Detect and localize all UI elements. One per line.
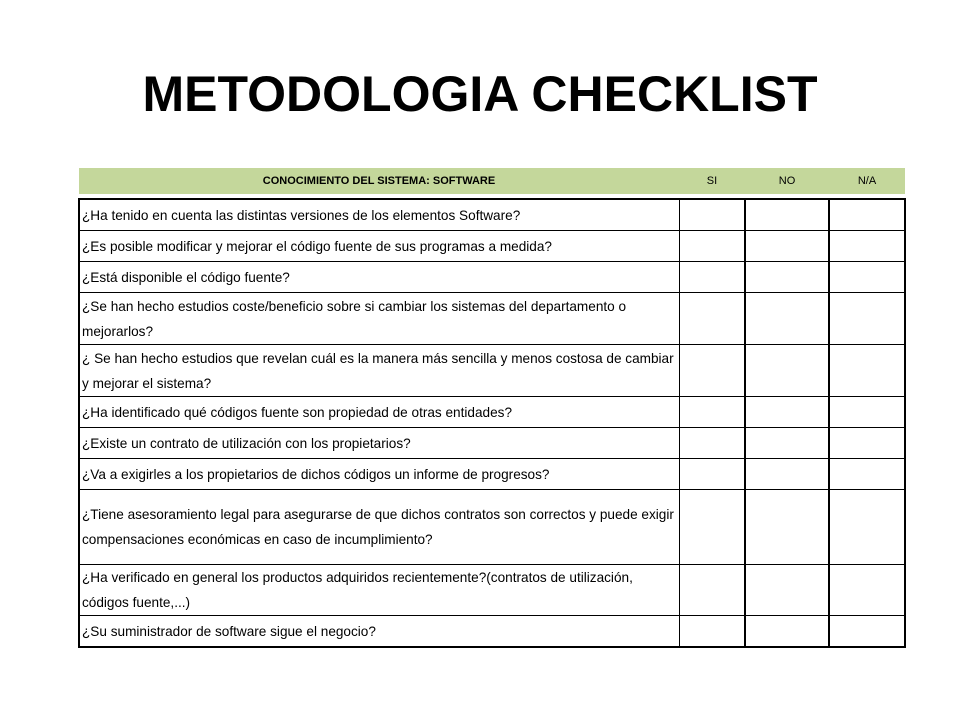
no-checkbox-cell[interactable] xyxy=(745,345,829,397)
question-cell: ¿Se han hecho estudios coste/beneficio sobre si cambiar los sistemas del departamento o mejorarlos? xyxy=(79,293,679,345)
na-checkbox-cell[interactable] xyxy=(829,345,905,397)
checklist-table xyxy=(78,168,906,648)
no-checkbox-cell[interactable] xyxy=(745,565,829,616)
header-na: N/A xyxy=(829,168,905,194)
no-checkbox-cell[interactable] xyxy=(745,231,829,262)
no-checkbox-cell[interactable] xyxy=(745,199,829,231)
si-checkbox-cell[interactable] xyxy=(679,565,745,616)
slide-title: METODOLOGIA CHECKLIST xyxy=(142,66,818,122)
header-question: CONOCIMIENTO DEL SISTEMA: SOFTWARE xyxy=(79,168,679,194)
table-row xyxy=(79,345,905,397)
na-checkbox-cell[interactable] xyxy=(829,490,905,565)
si-checkbox-cell[interactable] xyxy=(679,262,745,293)
table-row xyxy=(79,199,905,231)
no-checkbox-cell[interactable] xyxy=(745,490,829,565)
si-checkbox-cell[interactable] xyxy=(679,231,745,262)
header-si: SI xyxy=(679,168,745,194)
si-checkbox-cell[interactable] xyxy=(679,490,745,565)
no-checkbox-cell[interactable] xyxy=(745,262,829,293)
na-checkbox-cell[interactable] xyxy=(829,565,905,616)
question-cell: ¿Ha verificado en general los productos adquiridos recientemente?(contratos de utilización, códigos fuente,...) xyxy=(79,565,679,616)
si-checkbox-cell[interactable] xyxy=(679,428,745,459)
question-cell: ¿Tiene asesoramiento legal para asegurarse de que dichos contratos son correctos y puede exigir compensaciones económicas en caso de incumplimiento? xyxy=(79,490,679,565)
table-row xyxy=(79,293,905,345)
no-checkbox-cell[interactable] xyxy=(745,459,829,490)
na-checkbox-cell[interactable] xyxy=(829,199,905,231)
na-checkbox-cell[interactable] xyxy=(829,262,905,293)
table-row xyxy=(79,397,905,428)
question-cell: ¿Su suministrador de software sigue el negocio? xyxy=(79,616,679,648)
table-row xyxy=(79,459,905,490)
na-checkbox-cell[interactable] xyxy=(829,616,905,648)
na-checkbox-cell[interactable] xyxy=(829,231,905,262)
question-cell: ¿Existe un contrato de utilización con los propietarios? xyxy=(79,428,679,459)
no-checkbox-cell[interactable] xyxy=(745,428,829,459)
table-row xyxy=(79,616,905,648)
table-row xyxy=(79,565,905,616)
question-cell: ¿Ha identificado qué códigos fuente son propiedad de otras entidades? xyxy=(79,397,679,428)
no-checkbox-cell[interactable] xyxy=(745,397,829,428)
question-cell: ¿ Se han hecho estudios que revelan cuál es la manera más sencilla y menos costosa de cambiar y mejorar el sistema? xyxy=(79,345,679,397)
na-checkbox-cell[interactable] xyxy=(829,293,905,345)
table-row xyxy=(79,428,905,459)
no-checkbox-cell[interactable] xyxy=(745,616,829,648)
table-row xyxy=(79,262,905,293)
question-cell: ¿Va a exigirles a los propietarios de dichos códigos un informe de progresos? xyxy=(79,459,679,490)
na-checkbox-cell[interactable] xyxy=(829,459,905,490)
table-row xyxy=(79,231,905,262)
si-checkbox-cell[interactable] xyxy=(679,293,745,345)
si-checkbox-cell[interactable] xyxy=(679,345,745,397)
si-checkbox-cell[interactable] xyxy=(679,397,745,428)
question-cell: ¿Es posible modificar y mejorar el código fuente de sus programas a medida? xyxy=(79,231,679,262)
question-cell: ¿Está disponible el código fuente? xyxy=(79,262,679,293)
si-checkbox-cell[interactable] xyxy=(679,459,745,490)
header-no: NO xyxy=(745,168,829,194)
question-cell: ¿Ha tenido en cuenta las distintas versiones de los elementos Software? xyxy=(79,199,679,231)
si-checkbox-cell[interactable] xyxy=(679,199,745,231)
checklist-header xyxy=(79,168,905,194)
no-checkbox-cell[interactable] xyxy=(745,293,829,345)
na-checkbox-cell[interactable] xyxy=(829,397,905,428)
na-checkbox-cell[interactable] xyxy=(829,428,905,459)
si-checkbox-cell[interactable] xyxy=(679,616,745,648)
table-row xyxy=(79,490,905,565)
